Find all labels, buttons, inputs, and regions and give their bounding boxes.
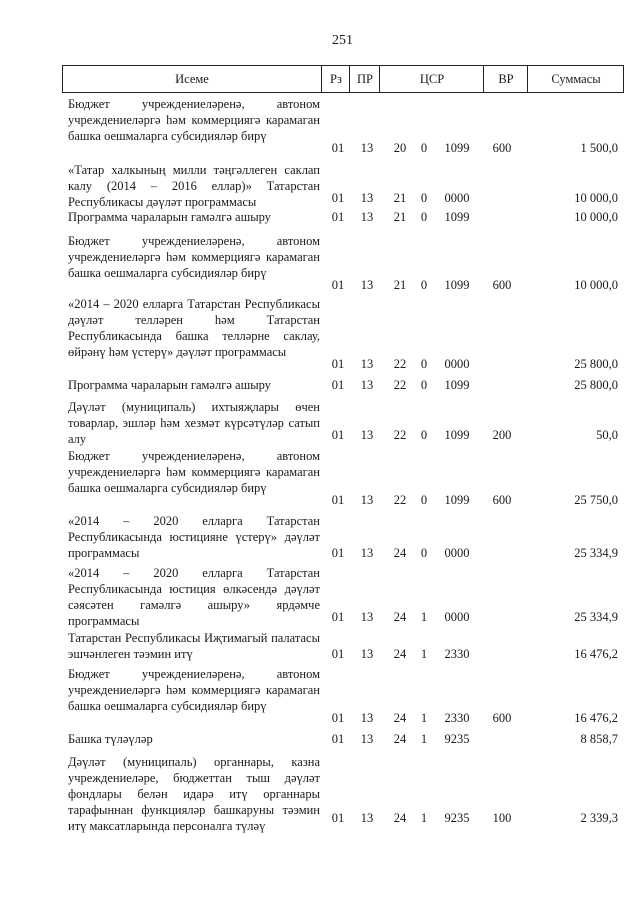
row-rz: 01	[331, 493, 345, 507]
row-rz: 01	[331, 278, 345, 292]
row-sum: 25 800,0	[574, 378, 618, 392]
row-pr: 13	[360, 357, 374, 371]
row-sum: 25 334,9	[574, 546, 618, 560]
row-vr: 200	[492, 428, 512, 442]
row-csr-part2: 0	[420, 546, 428, 560]
row-vr: 600	[492, 278, 512, 292]
row-csr-part2: 0	[420, 378, 428, 392]
header-pr: ПР	[349, 66, 380, 92]
row-pr: 13	[360, 610, 374, 624]
row-sum: 16 476,2	[574, 647, 618, 661]
row-csr-part3: 0000	[444, 610, 470, 624]
row-csr-part3: 1099	[444, 378, 470, 392]
row-name: «2014 – 2020 елларга Татарстан Республикасында юстиция өлкәсендә дәүләт сәясәтен гамәлгә ашыру» ярдәмче программасы	[68, 566, 320, 628]
row-sum: 10 000,0	[574, 278, 618, 292]
row-rz: 01	[331, 428, 345, 442]
row-name: Программа чараларын гамәлгә ашыру	[68, 378, 271, 392]
header-sum: Суммасы	[527, 66, 624, 92]
row-csr-part2: 1	[420, 610, 428, 624]
row-csr-part3: 1099	[444, 278, 470, 292]
row-pr: 13	[360, 278, 374, 292]
row-name: Башка түләүләр	[68, 732, 153, 746]
row-csr-part2: 0	[420, 428, 428, 442]
row-csr-part1: 24	[393, 647, 407, 661]
row-csr-part3: 2330	[444, 711, 470, 725]
row-pr: 13	[360, 546, 374, 560]
row-csr-part1: 21	[393, 278, 407, 292]
row-csr-part1: 22	[393, 428, 407, 442]
row-csr-part3: 0000	[444, 191, 470, 205]
row-csr-part1: 24	[393, 811, 407, 825]
header-vr: ВР	[483, 66, 528, 92]
row-csr-part1: 22	[393, 493, 407, 507]
header-name: Исеме	[175, 72, 209, 86]
row-csr-part2: 0	[420, 357, 428, 371]
row-name: «Татар халкының милли тәңгәллеген саклап калу (2014 – 2016 еллар)» Татарстан Республикасы дәүләт программасы	[68, 163, 320, 209]
row-csr-part2: 0	[420, 191, 428, 205]
row-sum: 25 750,0	[574, 493, 618, 507]
row-name: Бюджет учреждениеләренә, автоном учреждениеләргә һәм коммерциягә карамаган башка оешмаларга субсидияләр бирү	[68, 667, 320, 713]
row-pr: 13	[360, 732, 374, 746]
row-name: Бюджет учреждениеләренә, автоном учреждениеләргә һәм коммерциягә карамаган башка оешмаларга субсидияләр бирү	[68, 449, 320, 495]
row-csr-part1: 24	[393, 732, 407, 746]
row-pr: 13	[360, 191, 374, 205]
row-csr-part2: 1	[420, 811, 428, 825]
row-csr-part2: 0	[420, 210, 428, 224]
row-csr-part2: 1	[420, 732, 428, 746]
row-name: «2014 – 2020 елларга Татарстан Республикасы дәүләт телләрен һәм Татарстан Республикасында башка телләрне саклау, өйрәнү һәм үстерү» дәүләт программасы	[68, 297, 320, 359]
row-csr-part1: 22	[393, 357, 407, 371]
row-rz: 01	[331, 141, 345, 155]
row-csr-part3: 2330	[444, 647, 470, 661]
row-csr-part1: 24	[393, 546, 407, 560]
row-csr-part1: 22	[393, 378, 407, 392]
row-csr-part1: 20	[393, 141, 407, 155]
row-sum: 50,0	[596, 428, 618, 442]
row-rz: 01	[331, 811, 345, 825]
row-pr: 13	[360, 493, 374, 507]
row-rz: 01	[331, 378, 345, 392]
row-csr-part2: 1	[420, 647, 428, 661]
row-csr-part3: 1099	[444, 428, 470, 442]
row-vr: 600	[492, 141, 512, 155]
row-vr: 600	[492, 493, 512, 507]
row-csr-part3: 0000	[444, 546, 470, 560]
row-csr-part3: 9235	[444, 811, 470, 825]
row-sum: 2 339,3	[580, 811, 618, 825]
row-name: Программа чараларын гамәлгә ашыру	[68, 210, 271, 224]
header-rz: Рз	[321, 66, 350, 92]
row-vr: 100	[492, 811, 512, 825]
row-sum: 25 334,9	[574, 610, 618, 624]
row-csr-part1: 21	[393, 191, 407, 205]
row-name: Бюджет учреждениеләренә, автоном учреждениеләргә һәм коммерциягә карамаган башка оешмаларга субсидияләр бирү	[68, 234, 320, 280]
row-csr-part2: 1	[420, 711, 428, 725]
row-name: «2014 – 2020 елларга Татарстан Республикасында юстицияне үстерү» дәүләт программасы	[68, 514, 320, 560]
row-csr-part3: 1099	[444, 141, 470, 155]
row-pr: 13	[360, 141, 374, 155]
row-csr-part1: 24	[393, 711, 407, 725]
row-csr-part2: 0	[420, 141, 428, 155]
row-csr-part2: 0	[420, 493, 428, 507]
row-name: Бюджет учреждениеләренә, автоном учреждениеләргә һәм коммерциягә карамаган башка оешмаларга субсидияләр бирү	[68, 97, 320, 143]
row-name: Татарстан Республикасы Иҗтимагый палатасы эшчәнлеген тәэмин итү	[68, 631, 320, 661]
row-sum: 10 000,0	[574, 191, 618, 205]
row-rz: 01	[331, 546, 345, 560]
row-sum: 1 500,0	[580, 141, 618, 155]
row-rz: 01	[331, 711, 345, 725]
row-pr: 13	[360, 428, 374, 442]
row-rz: 01	[331, 210, 345, 224]
row-rz: 01	[331, 357, 345, 371]
row-pr: 13	[360, 711, 374, 725]
row-csr-part3: 9235	[444, 732, 470, 746]
row-csr-part1: 24	[393, 610, 407, 624]
row-rz: 01	[331, 647, 345, 661]
row-pr: 13	[360, 378, 374, 392]
header-csr: ЦСР	[379, 66, 484, 92]
row-rz: 01	[331, 610, 345, 624]
row-csr-part3: 1099	[444, 210, 470, 224]
row-csr-part1: 21	[393, 210, 407, 224]
row-vr: 600	[492, 711, 512, 725]
row-pr: 13	[360, 647, 374, 661]
row-rz: 01	[331, 732, 345, 746]
row-sum: 10 000,0	[574, 210, 618, 224]
row-csr-part2: 0	[420, 278, 428, 292]
row-name: Дәүләт (муниципаль) ихтыяҗлары өчен товарлар, эшләр һәм хезмәт күрсәтүләр сатып алу	[68, 400, 320, 446]
row-csr-part3: 1099	[444, 493, 470, 507]
row-pr: 13	[360, 811, 374, 825]
row-sum: 16 476,2	[574, 711, 618, 725]
row-csr-part3: 0000	[444, 357, 470, 371]
row-sum: 25 800,0	[574, 357, 618, 371]
page-number-text: 251	[332, 33, 353, 48]
row-pr: 13	[360, 210, 374, 224]
row-name: Дәүләт (муниципаль) органнары, казна учреждениеләре, бюджеттан тыш дәүләт фондлары белән идарә итү органнары тарафыннан функцияләр башкаруны тәэмин итү максатларында персоналга түләү	[68, 755, 320, 833]
row-sum: 8 858,7	[580, 732, 618, 746]
row-rz: 01	[331, 191, 345, 205]
